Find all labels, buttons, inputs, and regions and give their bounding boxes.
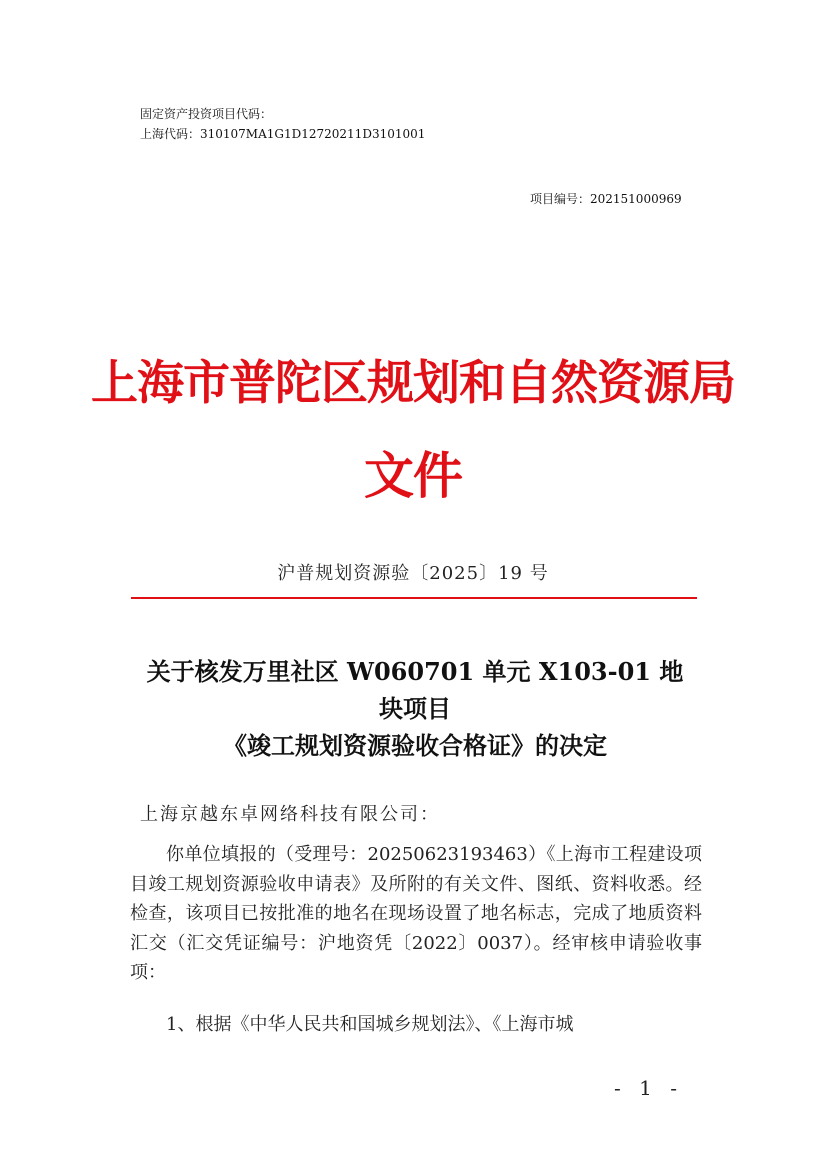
red-divider xyxy=(131,597,697,599)
document-type-title: 文件 xyxy=(364,447,462,505)
investment-project-code-label: 固定资产投资项目代码： xyxy=(140,107,273,121)
body-paragraph-1: 你单位填报的（受理号：20250623193463）《上海市工程建设项目竣工规划资源验收申请表》及所附的有关文件、图纸、资料收悉。经检查，该项目已按批准的地名在现场设置了地名标志，完成了地质资料汇交（汇交凭证编号：沪地资凭〔2022〕0037）。经审核申请验收事项： xyxy=(130,844,702,983)
project-number: 项目编号：202151000969 xyxy=(530,192,682,206)
page-number: - 1 - xyxy=(614,1076,683,1100)
document-number: 沪普规划资源验〔2025〕19 号 xyxy=(277,563,549,584)
body-paragraph-2: 1、根据《中华人民共和国城乡规划法》、《上海市城 xyxy=(166,1014,574,1035)
addressee: 上海京越东卓网络科技有限公司： xyxy=(140,804,440,825)
issuing-agency-title: 上海市普陀区规划和自然资源局 xyxy=(91,356,735,411)
document-title-line-2: 块项目 xyxy=(379,694,451,723)
shanghai-code: 上海代码：310107MA1G1D12720211D3101001 xyxy=(140,127,426,141)
document-title-line-3: 《竣工规划资源验收合格证》的决定 xyxy=(223,731,607,760)
document-title-line-1: 关于核发万里社区 W060701 单元 X103-01 地 xyxy=(146,657,684,686)
